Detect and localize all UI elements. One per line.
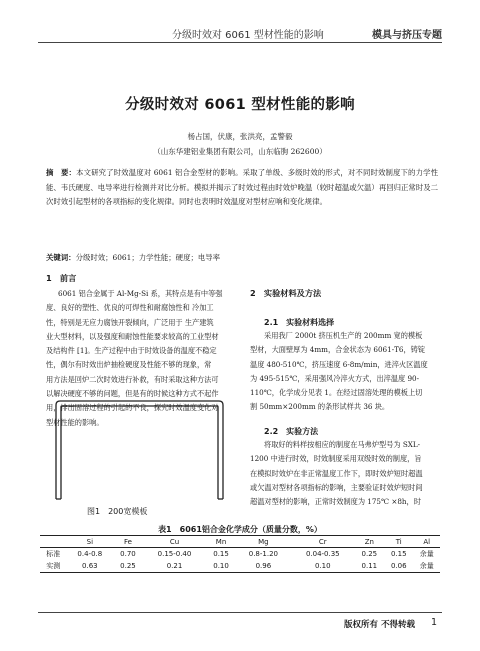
table-header-cell: Al [413,536,440,548]
table-cell: 0.04-0.35 [305,550,340,558]
abstract [46,166,438,210]
section-2-2-heading: 2.2 实验方法 [264,427,319,436]
table-cell: 实测 [40,560,66,573]
section-2-2-line: 超温对型材的影响，正常时效制度为 175℃ ×8h，时 [250,497,421,507]
table-cell: 0.10 [291,560,355,573]
figure-1-caption: 图1 200宽模板 [87,507,148,516]
table-cell: 0.06 [384,560,413,573]
abstract-label: 摘 要： [46,168,77,177]
running-header-journal: 模具与挤压专题 [372,30,442,41]
table-cell: 0.70 [120,550,136,558]
keywords-label: 关键词： [46,253,76,262]
section-2-1-line: 型材，大面壁厚为 4mm，合金状态为 6061-T6，铸锭 [250,345,426,355]
table-cell: 0.15 [390,550,407,558]
article-authors: 杨占国，伏康，张洪亮，孟警毅 [187,132,293,141]
figure-1 [46,397,233,505]
profile-drawing [46,397,233,505]
section-2-2-line: 1200 中进行时效，时效制度采用双级时效的制度，旨 [250,454,422,464]
abstract-text: 本文研究了时效温度对 6061 铝合金型材的影响。采取了单级、多级时效的形式，对不同时效制度下的力学性能、韦氏硬度、电导率进行检测并对比分析。模拟并揭示了时效过程由时效炉晚温（较时超温或欠温）再回归正常时及二次时效引起型材的各项指标的变化规律。同时也表明时效温度对型材应响和变化规律。 [46,168,438,207]
table-header-cell: Mg [236,536,291,548]
table-cell: 0.4-0.8 [77,550,103,558]
footer-divider [38,612,442,613]
header-divider [38,42,442,43]
section-1-line: 业大型材料，以及强度和耐蚀性能要求较高的工业型材 [46,331,219,341]
section-2-1-line: 割 50mm×200mm 的条形试样共 36 块。 [250,402,390,412]
section-2-1-line: 110℃，化学成分见表 1。在经过固溶处理的模板上切 [250,388,423,398]
section-1-line: 性，偶尔有时效出炉抽检硬度及性能不够的现象，常 [46,360,212,370]
table-header-cell: Si [66,536,113,548]
section-1-line: 以解决硬度不够的问题，但是有的时候这种方式不起作 [46,389,219,399]
table-cell: 0.10 [206,560,235,573]
article-affiliation: （山东华建铝业集团有限公司，山东临朐 262600） [153,147,327,156]
table-cell: 标准 [46,550,61,558]
page-number: 1 [431,617,438,628]
table-cell: 0.21 [143,560,207,573]
section-1-line: 性，特别是无应力腐蚀开裂倾向，广泛用于 生产建筑 [46,317,214,327]
table-header-cell: Cr [291,536,355,548]
section-2-2-line: 将取好的料样按相应的制度在马弗炉型号为 SXL- [264,440,421,449]
table-cell: 余量 [413,560,440,573]
section-2-1-line: 温度 480-510℃，挤压速度 6-8m/min，进淬火区温度 [250,359,428,369]
section-1-line: 用方法是回炉二次时效进行补救，有时采取这种方法可 [46,374,219,384]
section-1-heading: 1 前言 [46,273,77,283]
table-header-row [40,536,440,548]
table-cell: 0.8-1.20 [248,550,278,558]
table-cell: 0.25 [361,550,378,558]
table-header-cell: Mn [206,536,235,548]
table-header-cell [40,536,66,548]
table-cell: 0.15 [213,550,229,558]
section-1-line: 型材性能的影响。 [46,417,104,427]
running-header-title: 分级时效对 6061 型材性能的影响 [172,30,324,41]
table-cell: 0.11 [355,560,384,573]
section-2-1-body [250,329,440,415]
section-2-2-body [250,438,440,509]
section-1-line: 度、良好的塑性、优良的可焊性和耐腐蚀性和 冷加工 [46,303,214,313]
article-title: 分级时效对 6061 型材性能的影响 [125,97,355,113]
table-row [40,548,440,561]
profile-inner-edge [61,406,218,499]
table-header-cell: Fe [113,536,142,548]
section-1-line: 用，排出固溶过程的引起的不良，探究时效温度变化对 [46,403,219,413]
composition-table [40,535,440,573]
table-cell: 0.63 [66,560,113,573]
footer-copyright: 版权所有 不得转载 [344,620,415,630]
table-row [40,560,440,573]
table-cell: 余量 [419,550,434,558]
section-2-1-line: 为 495-515℃，采用强风冷淬火方式，出淬温度 90- [250,373,420,383]
table-cell: 0.96 [236,560,291,573]
profile-outer-edge [56,401,223,499]
table-header-cell: Ti [384,536,413,548]
section-2-1-heading: 2.1 实验材料选择 [264,318,335,327]
table-cell: 0.15-0.40 [157,550,192,558]
section-2-heading: 2 实验材料及方法 [250,288,322,298]
table-cell: 0.25 [113,560,142,573]
table-header-cell: Zn [355,536,384,548]
table-1-caption: 表1 6061铝合金化学成分（质量分数，%） [158,525,322,534]
section-2-1-line: 采用我厂 2000t 挤压机生产的 200mm 宽的模板 [264,331,423,340]
section-2-2-line: 或欠温对型材各项指标的影响，主要验证时效炉短时间 [250,482,423,492]
section-1-line: 6061 铝合金属于 Al-Mg-Si 系，其特点是有中等强 [58,289,223,298]
table-header-cell: Cu [143,536,207,548]
section-1-line: 及结构件 [1]。生产过程中由于时效设备的温度不稳定 [46,346,217,356]
keywords-text: 分级时效；6061；力学性能；硬度；电导率 [75,253,221,262]
running-header [0,22,480,42]
section-2-2-line: 在模拟时效炉在非正常温度工作下，即时效炉短时超温 [250,468,423,478]
keywords [46,252,438,263]
